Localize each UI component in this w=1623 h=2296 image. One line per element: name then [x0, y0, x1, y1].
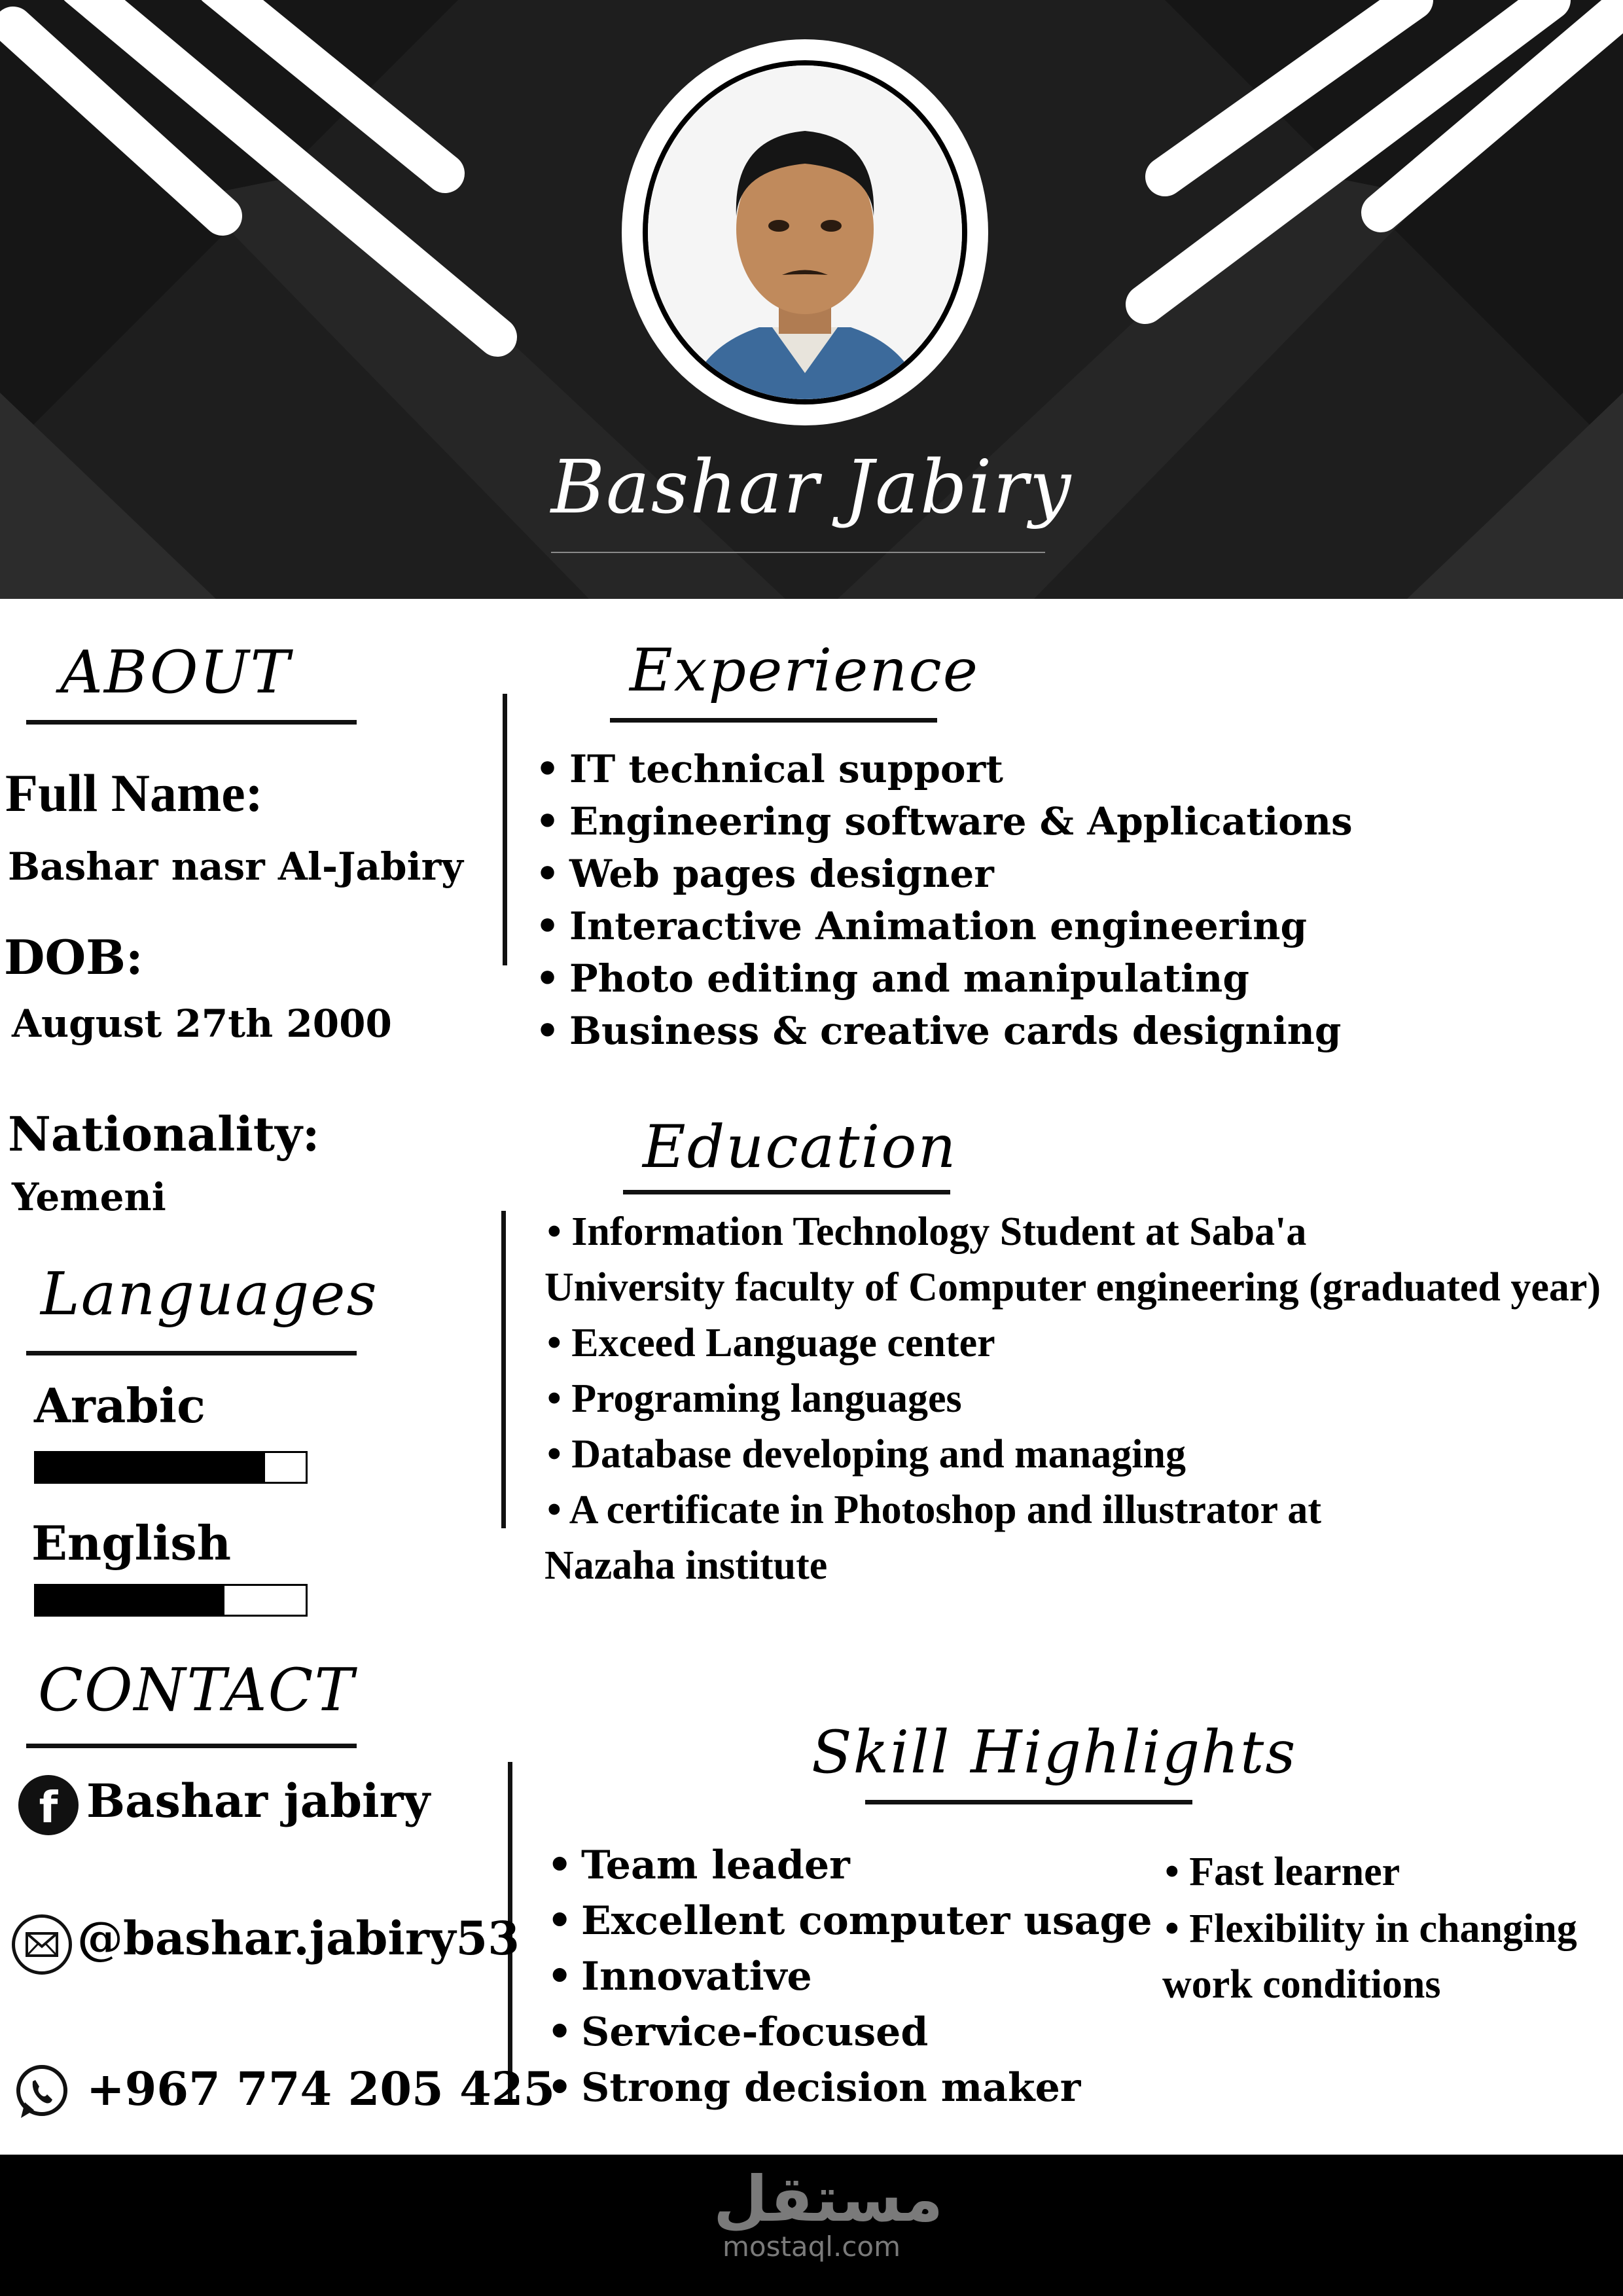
education-line: • Exceed Language center: [547, 1321, 995, 1365]
education-line: Nazaha institute: [544, 1543, 828, 1588]
profile-photo: [648, 65, 962, 399]
education-divider: [501, 1211, 506, 1528]
skill-line: work conditions: [1162, 1962, 1441, 2007]
experience-title: Experience: [630, 636, 980, 705]
email-address[interactable]: @bashar.jabiry53: [77, 1911, 520, 1965]
facebook-handle[interactable]: Bashar jabiry: [86, 1774, 431, 1828]
experience-item: • Interactive Animation engineering: [530, 900, 1353, 952]
education-underline: [623, 1190, 950, 1194]
about-underline: [26, 720, 357, 725]
languages-underline: [26, 1351, 357, 1355]
education-line: • Database developing and managing: [547, 1432, 1186, 1477]
contact-underline: [26, 1744, 357, 1748]
facebook-icon[interactable]: [18, 1775, 79, 1835]
svg-text:f: f: [39, 1782, 58, 1833]
skill-line: • Flexibility in changing: [1165, 1907, 1577, 1951]
dob-label: DOB:: [4, 929, 143, 985]
name-underline: [551, 552, 1045, 553]
skill-line: • Fast learner: [1165, 1850, 1400, 1894]
skill-item: • Strong decision maker: [542, 2060, 1152, 2116]
language-english-label: English: [31, 1515, 232, 1571]
footer-logo: مستقل: [713, 2162, 944, 2236]
languages-title: Languages: [41, 1260, 378, 1329]
about-title: ABOUT: [60, 638, 291, 707]
education-line: • A certificate in Photoshop and illustrator at: [547, 1488, 1322, 1532]
skills-title: Skill Highlights: [812, 1718, 1297, 1787]
skill-item: • Service-focused: [542, 2005, 1152, 2060]
footer-url[interactable]: mostaql.com: [722, 2231, 901, 2263]
full-name-label: Full Name:: [5, 763, 263, 823]
experience-item: • Photo editing and manipulating: [530, 952, 1353, 1005]
nationality-value: Yemeni: [12, 1175, 166, 1219]
skill-item: • Innovative: [542, 1949, 1152, 2005]
skill-item: • Team leader: [542, 1838, 1152, 1893]
language-english-bar-fill: [36, 1586, 224, 1615]
email-icon[interactable]: [12, 1914, 72, 1975]
education-line: • Information Technology Student at Saba'a: [547, 1210, 1307, 1254]
whatsapp-icon[interactable]: [12, 2062, 72, 2122]
contact-title: CONTACT: [38, 1656, 355, 1725]
experience-item: • IT technical support: [530, 743, 1353, 795]
experience-underline: [610, 718, 937, 723]
education-line: • Programing languages: [547, 1376, 962, 1421]
candidate-name: Bashar Jabiry: [550, 445, 1073, 530]
experience-item: • Business & creative cards designing: [530, 1005, 1353, 1057]
dob-value: August 27th 2000: [12, 1001, 392, 1046]
experience-item: • Engineering software & Applications: [530, 795, 1353, 848]
experience-item: • Web pages designer: [530, 848, 1353, 900]
education-line: University faculty of Computer engineering (graduated year): [544, 1265, 1601, 1310]
full-name-value: Bashar nasr Al-Jabiry: [8, 844, 463, 889]
nationality-label: Nationality:: [8, 1106, 320, 1162]
phone-number[interactable]: +967 774 205 425: [86, 2062, 556, 2116]
skill-item: • Excellent computer usage: [542, 1893, 1152, 1949]
language-arabic-bar: [34, 1451, 308, 1484]
language-arabic-label: Arabic: [34, 1378, 205, 1433]
language-arabic-bar-fill: [36, 1453, 265, 1482]
experience-list: [530, 743, 1353, 1057]
skills-underline: [865, 1800, 1192, 1804]
education-title: Education: [643, 1113, 957, 1181]
about-divider: [503, 694, 507, 965]
language-english-bar: [34, 1584, 308, 1617]
skills-list-primary: [542, 1838, 1152, 2116]
